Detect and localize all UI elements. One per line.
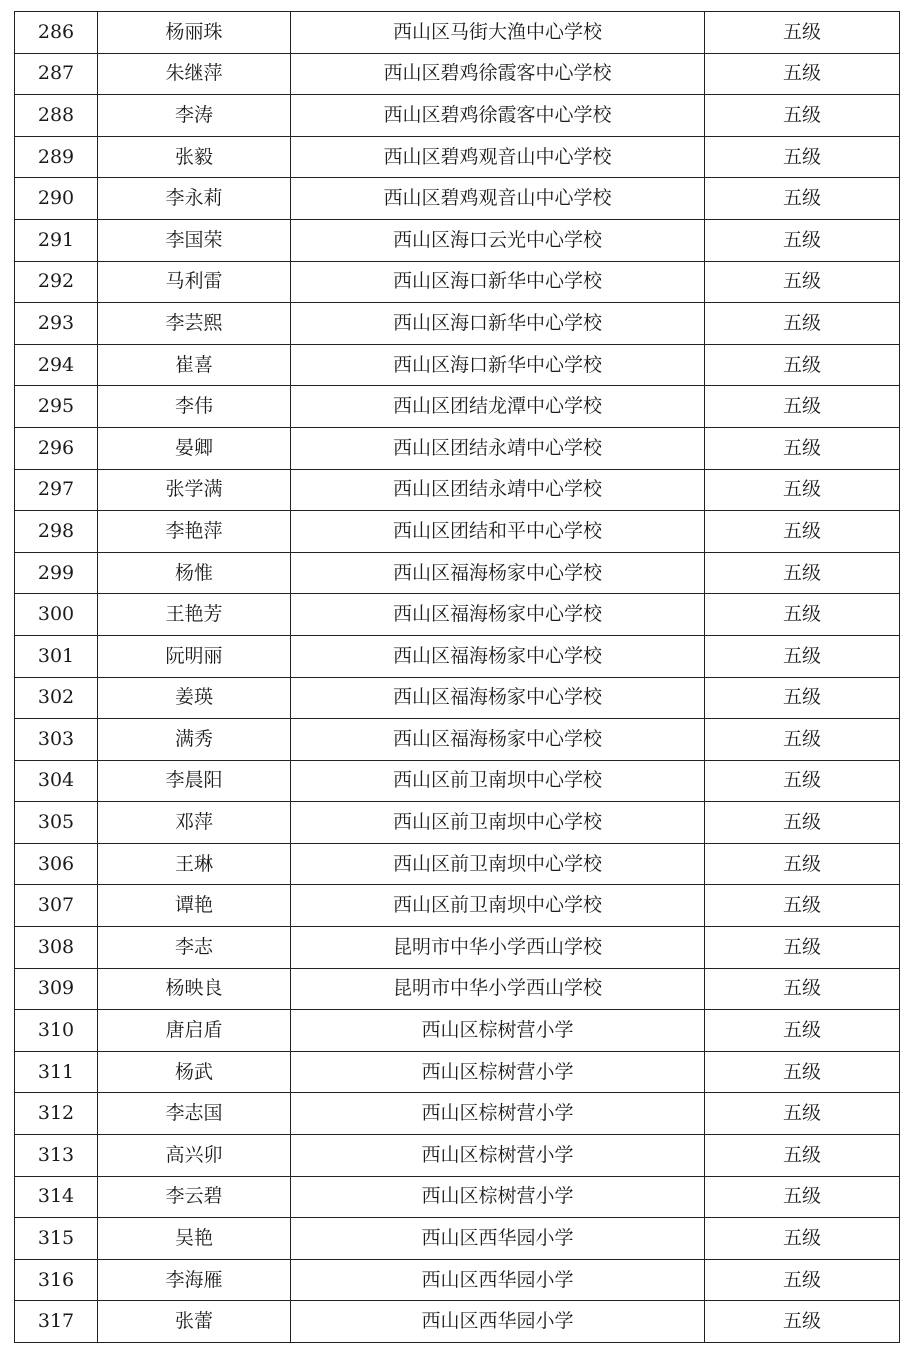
row-number: 304: [15, 760, 98, 802]
person-name: 李永莉: [98, 178, 291, 220]
row-number: 289: [15, 136, 98, 178]
person-name: 李晨阳: [98, 760, 291, 802]
school-name: 西山区福海杨家中心学校: [291, 552, 705, 594]
level: 五级: [705, 12, 900, 54]
school-name: 西山区福海杨家中心学校: [291, 719, 705, 761]
school-name: 昆明市中华小学西山学校: [291, 927, 705, 969]
roster-table-body: [15, 12, 900, 1343]
table-row: [15, 1301, 900, 1343]
level: 五级: [705, 885, 900, 927]
school-name: 西山区海口新华中心学校: [291, 344, 705, 386]
table-row: [15, 1259, 900, 1301]
level: 五级: [705, 968, 900, 1010]
table-row: [15, 760, 900, 802]
table-row: [15, 802, 900, 844]
table-row: [15, 53, 900, 95]
level: 五级: [705, 594, 900, 636]
school-name: 西山区团结永靖中心学校: [291, 427, 705, 469]
level: 五级: [705, 1218, 900, 1260]
school-name: 西山区前卫南坝中心学校: [291, 760, 705, 802]
person-name: 李海雁: [98, 1259, 291, 1301]
level: 五级: [705, 219, 900, 261]
level: 五级: [705, 1135, 900, 1177]
table-row: [15, 386, 900, 428]
person-name: 满秀: [98, 719, 291, 761]
school-name: 西山区碧鸡观音山中心学校: [291, 178, 705, 220]
level: 五级: [705, 1176, 900, 1218]
row-number: 312: [15, 1093, 98, 1135]
person-name: 李志: [98, 927, 291, 969]
school-name: 西山区前卫南坝中心学校: [291, 802, 705, 844]
row-number: 311: [15, 1051, 98, 1093]
person-name: 李伟: [98, 386, 291, 428]
table-row: [15, 1093, 900, 1135]
row-number: 309: [15, 968, 98, 1010]
row-number: 314: [15, 1176, 98, 1218]
table-row: [15, 843, 900, 885]
school-name: 西山区棕树营小学: [291, 1010, 705, 1052]
school-name: 西山区海口云光中心学校: [291, 219, 705, 261]
person-name: 吴艳: [98, 1218, 291, 1260]
row-number: 306: [15, 843, 98, 885]
school-name: 西山区西华园小学: [291, 1218, 705, 1260]
level: 五级: [705, 635, 900, 677]
person-name: 杨惟: [98, 552, 291, 594]
school-name: 西山区碧鸡观音山中心学校: [291, 136, 705, 178]
row-number: 291: [15, 219, 98, 261]
level: 五级: [705, 261, 900, 303]
table-row: [15, 927, 900, 969]
row-number: 308: [15, 927, 98, 969]
level: 五级: [705, 760, 900, 802]
row-number: 299: [15, 552, 98, 594]
table-row: [15, 469, 900, 511]
row-number: 317: [15, 1301, 98, 1343]
school-name: 西山区福海杨家中心学校: [291, 594, 705, 636]
school-name: 西山区马街大渔中心学校: [291, 12, 705, 54]
level: 五级: [705, 53, 900, 95]
person-name: 谭艳: [98, 885, 291, 927]
row-number: 300: [15, 594, 98, 636]
row-number: 313: [15, 1135, 98, 1177]
person-name: 高兴卯: [98, 1135, 291, 1177]
level: 五级: [705, 1259, 900, 1301]
level: 五级: [705, 1051, 900, 1093]
level: 五级: [705, 552, 900, 594]
school-name: 西山区碧鸡徐霞客中心学校: [291, 53, 705, 95]
school-name: 西山区棕树营小学: [291, 1051, 705, 1093]
row-number: 310: [15, 1010, 98, 1052]
table-row: [15, 344, 900, 386]
level: 五级: [705, 303, 900, 345]
person-name: 阮明丽: [98, 635, 291, 677]
table-row: [15, 552, 900, 594]
table-row: [15, 1135, 900, 1177]
person-name: 晏卿: [98, 427, 291, 469]
row-number: 302: [15, 677, 98, 719]
row-number: 315: [15, 1218, 98, 1260]
row-number: 287: [15, 53, 98, 95]
person-name: 张学满: [98, 469, 291, 511]
row-number: 303: [15, 719, 98, 761]
level: 五级: [705, 386, 900, 428]
person-name: 朱继萍: [98, 53, 291, 95]
row-number: 294: [15, 344, 98, 386]
person-name: 李国荣: [98, 219, 291, 261]
person-name: 杨武: [98, 1051, 291, 1093]
person-name: 李涛: [98, 95, 291, 137]
school-name: 西山区福海杨家中心学校: [291, 677, 705, 719]
person-name: 马利雷: [98, 261, 291, 303]
level: 五级: [705, 427, 900, 469]
school-name: 西山区前卫南坝中心学校: [291, 843, 705, 885]
table-row: [15, 178, 900, 220]
level: 五级: [705, 927, 900, 969]
row-number: 295: [15, 386, 98, 428]
person-name: 张蕾: [98, 1301, 291, 1343]
level: 五级: [705, 136, 900, 178]
school-name: 西山区前卫南坝中心学校: [291, 885, 705, 927]
row-number: 292: [15, 261, 98, 303]
table-row: [15, 635, 900, 677]
row-number: 290: [15, 178, 98, 220]
person-name: 李芸熙: [98, 303, 291, 345]
level: 五级: [705, 843, 900, 885]
table-row: [15, 677, 900, 719]
level: 五级: [705, 719, 900, 761]
row-number: 305: [15, 802, 98, 844]
person-name: 张毅: [98, 136, 291, 178]
school-name: 西山区棕树营小学: [291, 1093, 705, 1135]
level: 五级: [705, 677, 900, 719]
table-row: [15, 719, 900, 761]
level: 五级: [705, 511, 900, 553]
person-name: 唐启盾: [98, 1010, 291, 1052]
row-number: 316: [15, 1259, 98, 1301]
table-row: [15, 511, 900, 553]
roster-table-container: [14, 11, 899, 1343]
level: 五级: [705, 95, 900, 137]
table-row: [15, 303, 900, 345]
school-name: 西山区团结永靖中心学校: [291, 469, 705, 511]
row-number: 298: [15, 511, 98, 553]
person-name: 李艳萍: [98, 511, 291, 553]
person-name: 杨映良: [98, 968, 291, 1010]
table-row: [15, 95, 900, 137]
table-row: [15, 594, 900, 636]
school-name: 西山区团结和平中心学校: [291, 511, 705, 553]
table-row: [15, 12, 900, 54]
level: 五级: [705, 469, 900, 511]
school-name: 西山区棕树营小学: [291, 1176, 705, 1218]
person-name: 崔喜: [98, 344, 291, 386]
person-name: 李云碧: [98, 1176, 291, 1218]
table-row: [15, 261, 900, 303]
row-number: 293: [15, 303, 98, 345]
table-row: [15, 968, 900, 1010]
table-row: [15, 219, 900, 261]
level: 五级: [705, 178, 900, 220]
level: 五级: [705, 1301, 900, 1343]
row-number: 288: [15, 95, 98, 137]
person-name: 王艳芳: [98, 594, 291, 636]
school-name: 西山区团结龙潭中心学校: [291, 386, 705, 428]
row-number: 307: [15, 885, 98, 927]
person-name: 邓萍: [98, 802, 291, 844]
table-row: [15, 1051, 900, 1093]
table-row: [15, 1010, 900, 1052]
school-name: 西山区福海杨家中心学校: [291, 635, 705, 677]
row-number: 286: [15, 12, 98, 54]
roster-table: [14, 11, 900, 1343]
school-name: 西山区海口新华中心学校: [291, 261, 705, 303]
person-name: 杨丽珠: [98, 12, 291, 54]
row-number: 296: [15, 427, 98, 469]
table-row: [15, 1218, 900, 1260]
level: 五级: [705, 802, 900, 844]
table-row: [15, 885, 900, 927]
school-name: 昆明市中华小学西山学校: [291, 968, 705, 1010]
school-name: 西山区西华园小学: [291, 1259, 705, 1301]
table-row: [15, 136, 900, 178]
school-name: 西山区海口新华中心学校: [291, 303, 705, 345]
level: 五级: [705, 344, 900, 386]
table-row: [15, 427, 900, 469]
row-number: 297: [15, 469, 98, 511]
level: 五级: [705, 1093, 900, 1135]
person-name: 王琳: [98, 843, 291, 885]
level: 五级: [705, 1010, 900, 1052]
person-name: 李志国: [98, 1093, 291, 1135]
school-name: 西山区西华园小学: [291, 1301, 705, 1343]
row-number: 301: [15, 635, 98, 677]
person-name: 姜瑛: [98, 677, 291, 719]
school-name: 西山区碧鸡徐霞客中心学校: [291, 95, 705, 137]
table-row: [15, 1176, 900, 1218]
school-name: 西山区棕树营小学: [291, 1135, 705, 1177]
